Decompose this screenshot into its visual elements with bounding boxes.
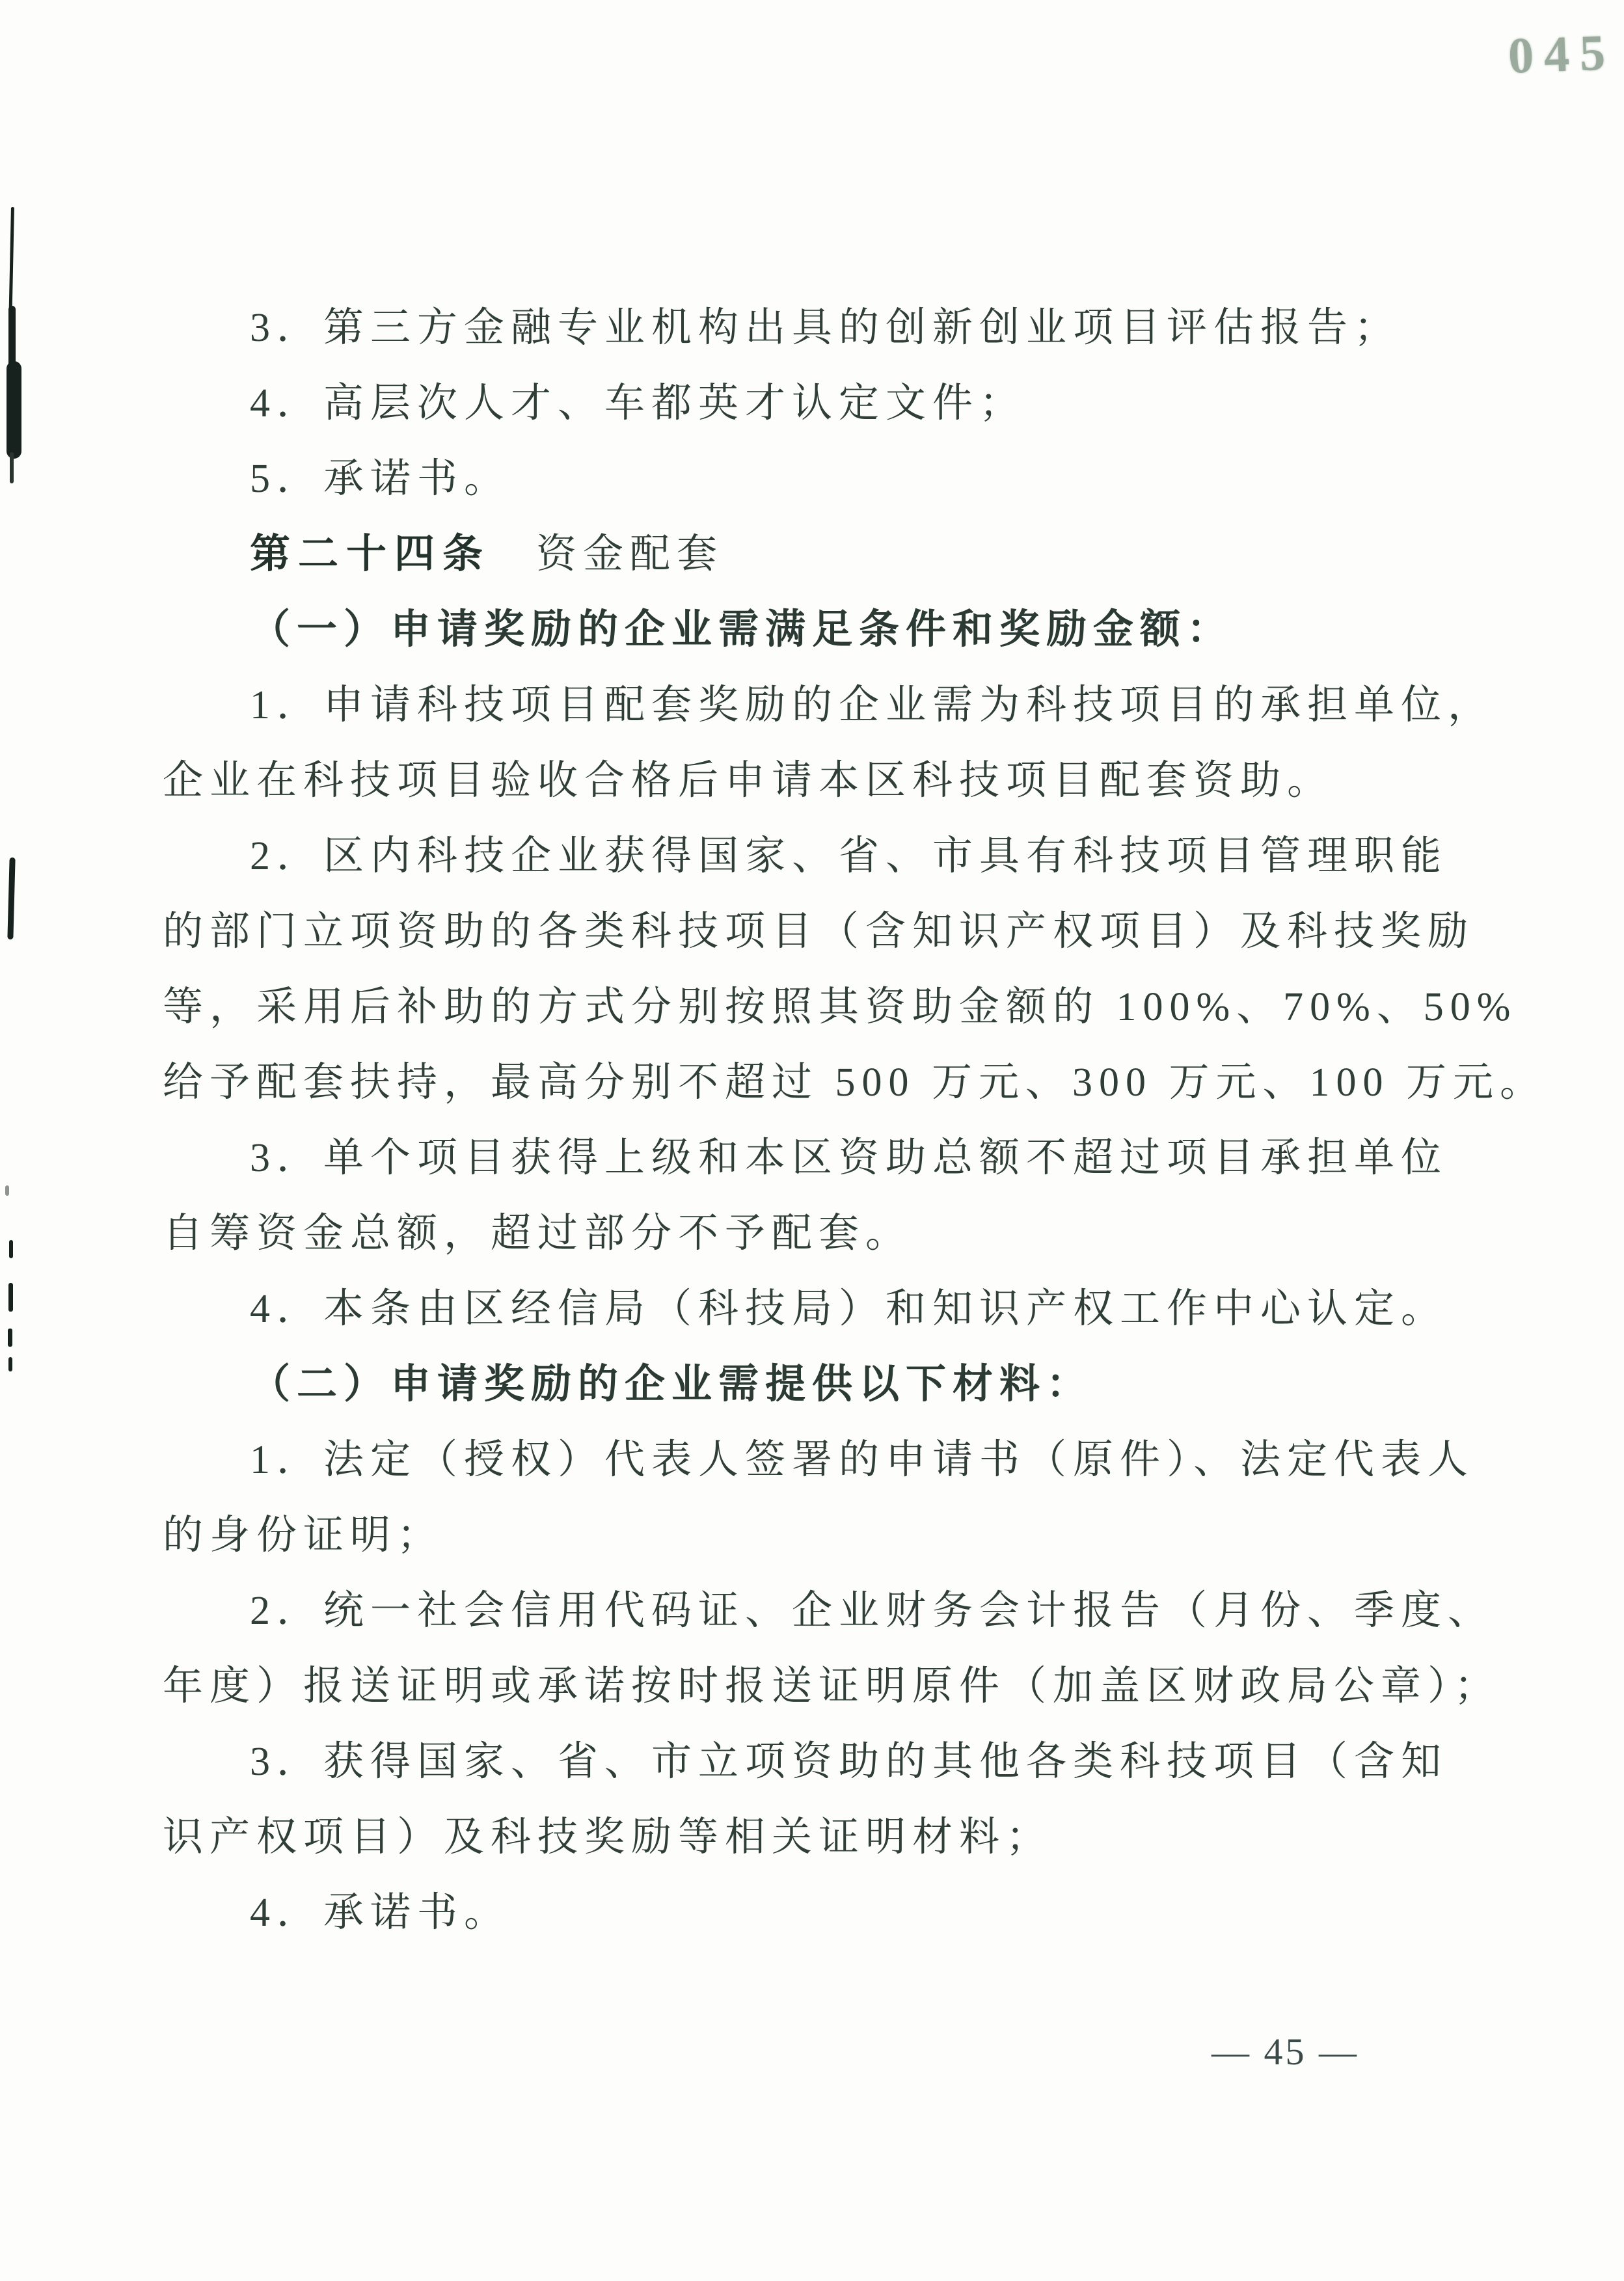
text-line: 4．承诺书。 <box>250 1891 511 1935</box>
scan-artifact <box>7 857 15 939</box>
page-stamp: 045 <box>1507 23 1617 84</box>
page-number: — 45 — <box>1211 2031 1359 2073</box>
article-heading <box>163 517 1438 592</box>
scan-artifact <box>9 1240 13 1258</box>
text-block <box>163 290 1547 1950</box>
text-line: 识产权项目）及科技奖励等相关证明材料； <box>163 1815 1053 1859</box>
text-line: 5．承诺书。 <box>250 457 511 501</box>
text-line: 的部门立项资助的各类科技项目（含知识产权项目）及科技奖励 <box>163 910 1475 954</box>
text-line: 3．第三方金融专业机构出具的创新创业项目评估报告； <box>250 306 1401 350</box>
text-line: 的身份证明； <box>163 1513 444 1558</box>
text-line: （一）申请奖励的企业需满足条件和奖励金额： <box>250 608 1234 652</box>
scan-artifact <box>7 361 21 459</box>
text-line: 给予配套扶持，最高分别不超过 500 万元、300 万元、100 万元。 <box>163 1060 1547 1105</box>
scan-artifact <box>8 1329 12 1347</box>
text-line: 2．统一社会信用代码证、企业财务会计报告（月份、季度、 <box>250 1589 1495 1633</box>
text-line: 年度）报送证明或承诺按时报送证明原件（加盖区财政局公章）； <box>163 1664 1502 1708</box>
text-line: 等，采用后补助的方式分别按照其资助金额的 100%、70%、50% <box>163 985 1517 1029</box>
article-title: 资金配套 <box>536 532 724 576</box>
scan-artifact <box>5 1185 9 1196</box>
text-line: 1．申请科技项目配套奖励的企业需为科技项目的承担单位， <box>250 683 1495 727</box>
text-line: 4．高层次人才、车都英才认定文件； <box>250 381 1027 425</box>
scan-artifact <box>8 1357 12 1371</box>
text-line: 3．获得国家、省、市立项资助的其他各类科技项目（含知 <box>250 1740 1448 1784</box>
text-line: 1．法定（授权）代表人签署的申请书（原件）、法定代表人 <box>250 1438 1475 1482</box>
text-line: 企业在科技项目验收合格后申请本区科技项目配套资助。 <box>163 759 1334 803</box>
text-line: 自筹资金总额，超过部分不予配套。 <box>163 1211 913 1256</box>
article-number: 第二十四条 <box>250 532 491 576</box>
text-line: （二）申请奖励的企业需提供以下材料： <box>250 1362 1094 1407</box>
text-line: 3．单个项目获得上级和本区资助总额不超过项目承担单位 <box>250 1136 1448 1180</box>
text-line: 2．区内科技企业获得国家、省、市具有科技项目管理职能 <box>250 834 1448 878</box>
scan-artifact <box>8 1283 13 1312</box>
scan-artifact <box>10 452 14 483</box>
text-line: 4．本条由区经信局（科技局）和知识产权工作中心认定。 <box>250 1287 1448 1331</box>
